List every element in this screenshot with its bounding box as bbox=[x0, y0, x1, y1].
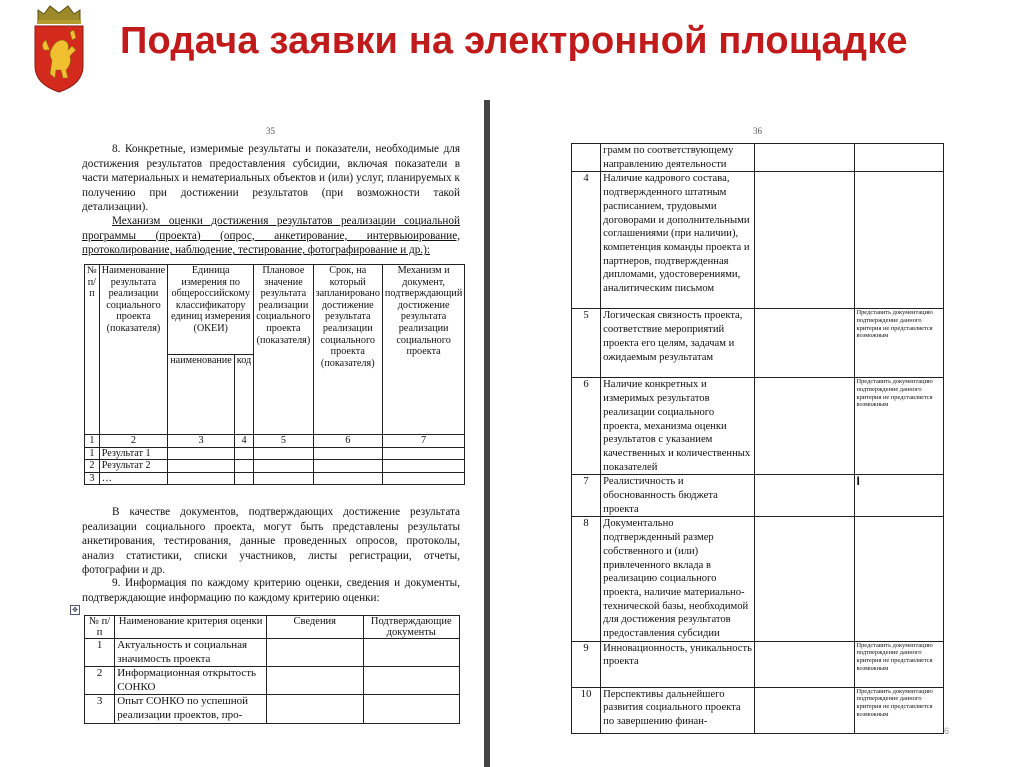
th-mechanism: Механизм и документ, подтверждающий достижение результата реализации социального проекта bbox=[382, 265, 464, 435]
index-cell: 2 bbox=[99, 435, 167, 448]
row-criterion: Актуальность и социальная значимость проекта bbox=[115, 639, 267, 667]
table-row bbox=[85, 695, 460, 723]
th-unit: Единица измерения по общероссийскому классификатору единиц измерения (ОКЕИ) bbox=[168, 265, 254, 355]
th-num: № п/п bbox=[85, 616, 115, 639]
row-note: Представить документацию подтверждение данного критерия не представляется возможным bbox=[854, 641, 944, 687]
row-note bbox=[854, 517, 944, 641]
paragraph-9 bbox=[82, 576, 460, 605]
coat-of-arms-logo bbox=[30, 4, 88, 94]
row-num: 3 bbox=[85, 695, 115, 723]
th-criterion: Наименование критерия оценки bbox=[115, 616, 267, 639]
th-deadline: Срок, на который запланировано достижение результата реализации социального проекта (показателя) bbox=[313, 265, 382, 435]
paragraph-9-text: 9. Информация по каждому критерию оценки, сведения и документы, подтверждающие информацию по каждому критерию оценки: bbox=[82, 577, 460, 604]
index-cell: 5 bbox=[254, 435, 313, 448]
table-row bbox=[85, 639, 460, 667]
row-num: 6 bbox=[572, 378, 601, 475]
table-row bbox=[572, 378, 944, 475]
table-row bbox=[572, 475, 944, 517]
paragraph-mechanism-text: Механизм оценки достижения результатов реализации социальной программы (проекта) (опрос, анкетирование, интервьюирование, протоколирование, наблюдение, тестирование, фотографирование и др.): bbox=[82, 215, 460, 257]
row-num bbox=[572, 144, 601, 172]
th-planned: Плановое значение результата реализации социального проекта (показателя) bbox=[254, 265, 313, 435]
row-name: Результат 1 bbox=[99, 447, 167, 460]
paragraph-docs bbox=[82, 505, 460, 578]
results-table bbox=[84, 264, 465, 485]
row-criterion: Документально подтвержденный размер собственного и (или) привлеченного вклада в реализацию социального проекта, наличие материально-технической базы, необходимой для достижения результатов предоставления субсидии bbox=[601, 517, 755, 641]
th-num: № п/п bbox=[85, 265, 100, 435]
table-row bbox=[85, 472, 465, 485]
row-criterion: Наличие конкретных и измеримых результатов реализации социального проекта, механизма оценки результатов с указанием качественных и количественных показателей bbox=[601, 378, 755, 475]
table-row bbox=[85, 460, 465, 473]
paragraph-mechanism bbox=[82, 214, 460, 258]
row-num: 5 bbox=[572, 309, 601, 378]
row-num: 7 bbox=[572, 475, 601, 517]
index-cell: 3 bbox=[168, 435, 235, 448]
th-unit-code: код bbox=[234, 355, 253, 435]
index-cell: 6 bbox=[313, 435, 382, 448]
row-num: 4 bbox=[572, 172, 601, 309]
row-note: Представить документацию подтверждение данного критерия не представляется возможным bbox=[854, 309, 944, 378]
left-page-number: 35 bbox=[266, 126, 275, 136]
table-row bbox=[572, 144, 944, 172]
th-docs: Подтверждающие документы bbox=[363, 616, 459, 639]
row-criterion: Наличие кадрового состава, подтвержденного штатным расписанием, трудовыми договорами и дополнительными соглашениями (при наличии), компетенция команды проекта и партнеров, подтвержденная дипломами, удостоверениями, аналитическим письмом bbox=[601, 172, 755, 309]
table-row bbox=[572, 172, 944, 309]
index-cell: 1 bbox=[85, 435, 100, 448]
th-unit-name: наименование bbox=[168, 355, 235, 435]
row-name: … bbox=[99, 472, 167, 485]
row-num: 1 bbox=[85, 639, 115, 667]
row-num: 1 bbox=[85, 447, 100, 460]
page-title: Подача заявки на электронной площадке bbox=[120, 20, 908, 62]
row-num: 3 bbox=[85, 472, 100, 485]
row-note bbox=[854, 172, 944, 309]
row-num: 9 bbox=[572, 641, 601, 687]
index-row bbox=[85, 435, 465, 448]
row-criterion: Реалистичность и обоснованность бюджета проекта bbox=[601, 475, 755, 517]
table-row bbox=[572, 309, 944, 378]
paragraph-8 bbox=[82, 142, 460, 215]
table-row bbox=[85, 447, 465, 460]
index-cell: 4 bbox=[234, 435, 253, 448]
criteria-table-continued bbox=[571, 143, 944, 734]
row-note bbox=[854, 144, 944, 172]
th-info: Сведения bbox=[267, 616, 364, 639]
row-criterion: Инновационность, уникальность проекта bbox=[601, 641, 755, 687]
row-name: Результат 2 bbox=[99, 460, 167, 473]
table-row bbox=[572, 687, 944, 733]
row-note: Представить документацию подтверждение данного критерия не представляется возможным bbox=[854, 687, 944, 733]
slide-number: 6 bbox=[944, 726, 950, 736]
paragraph-8-text: 8. Конкретные, измеримые результаты и показатели, необходимые для достижения результатов предоставления субсидии, включая показатели в части материальных и нематериальных объектов и (или) услуг, планируемых к получению при достижении результатов (при возможности такой детализации). bbox=[82, 143, 460, 214]
th-name: Наименование результата реализации социального проекта (показателя) bbox=[99, 265, 167, 435]
row-num: 2 bbox=[85, 460, 100, 473]
table-row bbox=[85, 667, 460, 695]
row-note: Представить документацию подтверждение данного критерия не представляется возможным bbox=[854, 378, 944, 475]
row-num: 8 bbox=[572, 517, 601, 641]
row-criterion: Информационная открытость СОНКО bbox=[115, 667, 267, 695]
page-divider bbox=[484, 100, 490, 767]
right-page-number: 36 bbox=[753, 126, 762, 136]
crown-icon bbox=[37, 6, 81, 24]
table-move-handle-icon[interactable]: ✥ bbox=[70, 605, 80, 615]
row-num: 10 bbox=[572, 687, 601, 733]
row-num: 2 bbox=[85, 667, 115, 695]
table-row bbox=[572, 517, 944, 641]
cell-mark: I bbox=[854, 475, 944, 517]
criteria-table bbox=[84, 615, 460, 724]
row-criterion: грамм по соответствующему направлению деятельности bbox=[601, 144, 755, 172]
paragraph-docs-text: В качестве документов, подтверждающих достижение результата реализации социального проекта, могут быть представлены результаты анкетирования, тестирования, данные проведенных опросов, протоколы, анализ статистики, списки участников, листы регистрации, отчеты, фотографии и др. bbox=[82, 506, 460, 577]
row-criterion: Логическая связность проектa, соответствие мероприятий проекта его целям, задачам и ожидаемым результатам bbox=[601, 309, 755, 378]
index-cell: 7 bbox=[382, 435, 464, 448]
row-criterion: Опыт СОНКО по успешной реализации проектов, про- bbox=[115, 695, 267, 723]
row-criterion: Перспективы дальнейшего развития социального проекта по завершению финан- bbox=[601, 687, 755, 733]
table-row bbox=[572, 641, 944, 687]
